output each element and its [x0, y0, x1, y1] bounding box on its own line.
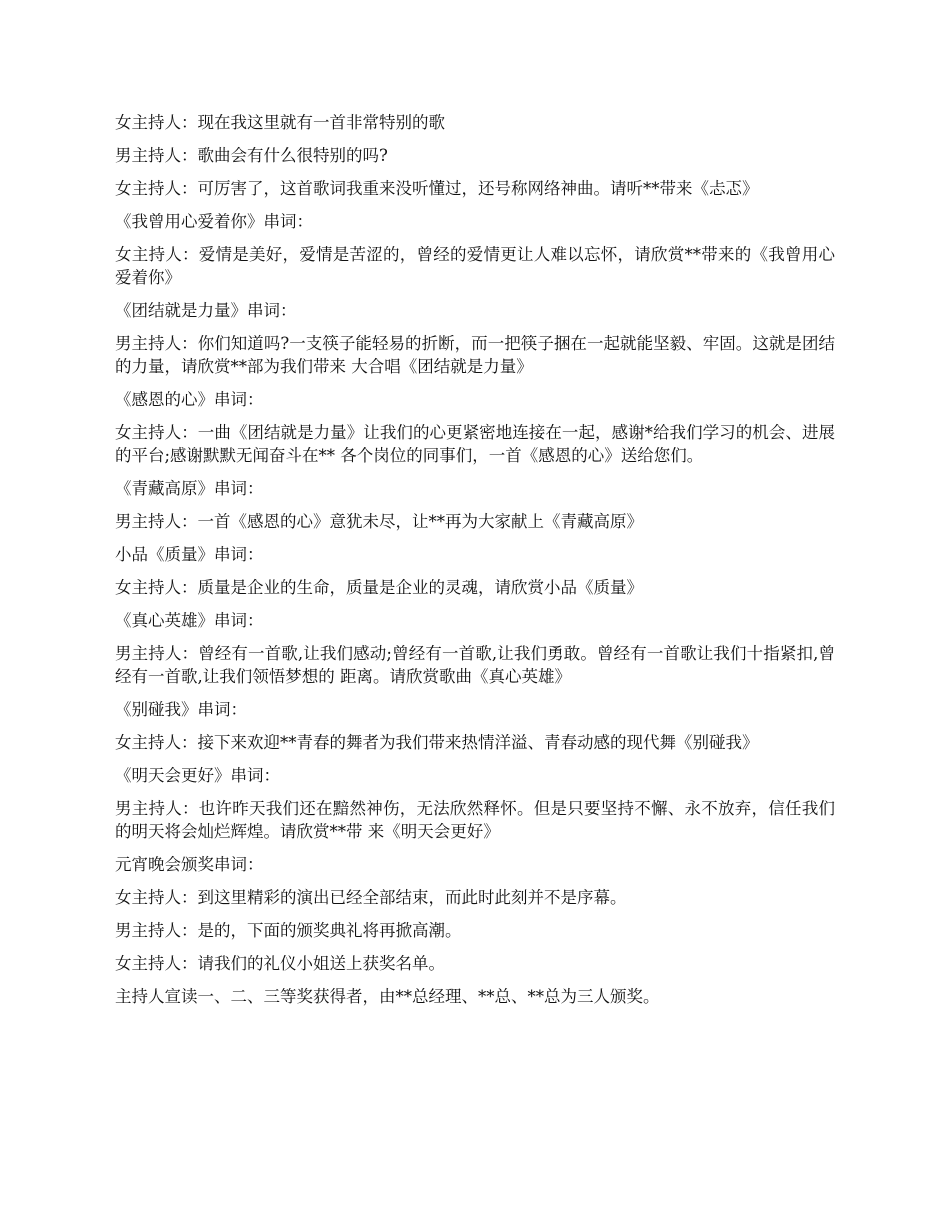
section-heading: 元宵晚会颁奖串词： [115, 855, 264, 874]
section-heading: 《真心英雄》串词： [115, 611, 264, 630]
paragraph: 女主持人：现在我这里就有一首非常特别的歌 [115, 113, 445, 132]
paragraph: 男主持人：是的，下面的颁奖典礼将再掀高潮。 [115, 921, 462, 940]
section-heading: 小品《质量》串词： [115, 545, 264, 564]
paragraph: 女主持人：质量是企业的生命，质量是企业的灵魂，请欣赏小品《质量》 [115, 578, 643, 597]
document-body [115, 111, 835, 1018]
paragraph: 男主持人：一首《感恩的心》意犹未尽，让**再为大家献上《青藏高原》 [115, 512, 643, 531]
paragraph: 男主持人：歌曲会有什么很特别的吗? [115, 146, 388, 165]
paragraph: 女主持人：请我们的礼仪小姐送上获奖名单。 [115, 954, 445, 973]
paragraph: 主持人宣读一、二、三等奖获得者，由**总经理、**总、**总为三人颁奖。 [115, 987, 660, 1006]
paragraph: 男主持人：你们知道吗?一支筷子能轻易的折断，而一把筷子捆在一起就能坚毅、牢固。这就是团结的力量，请欣赏**部为我们带来 大合唱《团结就是力量》 [115, 334, 835, 376]
paragraph: 女主持人：可厉害了，这首歌词我重来没听懂过，还号称网络神曲。请听**带来《忐忑》 [115, 179, 759, 198]
paragraph: 女主持人：到这里精彩的演出已经全部结束，而此时此刻并不是序幕。 [115, 888, 627, 907]
paragraph: 男主持人：也许昨天我们还在黯然神伤，无法欣然释怀。但是只要坚持不懈、永不放弃，信任我们的明天将会灿烂辉煌。请欣赏**带 来《明天会更好》 [115, 799, 835, 841]
paragraph: 男主持人：曾经有一首歌,让我们感动;曾经有一首歌,让我们勇敢。曾经有一首歌让我们十指紧扣,曾经有一首歌,让我们领悟梦想的 距离。请欣赏歌曲《真心英雄》 [115, 644, 835, 686]
section-heading: 《我曾用心爱着你》串词： [115, 212, 313, 231]
section-heading: 《青藏高原》串词： [115, 479, 264, 498]
paragraph: 女主持人：接下来欢迎**青春的舞者为我们带来热情洋溢、青春动感的现代舞《别碰我》 [115, 733, 759, 752]
paragraph: 女主持人：一曲《团结就是力量》让我们的心更紧密地连接在一起，感谢*给我们学习的机会、进展的平台;感谢默默无闻奋斗在** 各个岗位的同事们，一首《感恩的心》送给您们。 [115, 423, 835, 465]
section-heading: 《感恩的心》串词： [115, 390, 264, 409]
section-heading: 《团结就是力量》串词： [115, 301, 297, 320]
section-heading: 《别碰我》串词： [115, 700, 247, 719]
paragraph: 女主持人：爱情是美好，爱情是苦涩的，曾经的爱情更让人难以忘怀，请欣赏**带来的《我曾用心爱着你》 [115, 245, 835, 287]
section-heading: 《明天会更好》串词： [115, 766, 280, 785]
